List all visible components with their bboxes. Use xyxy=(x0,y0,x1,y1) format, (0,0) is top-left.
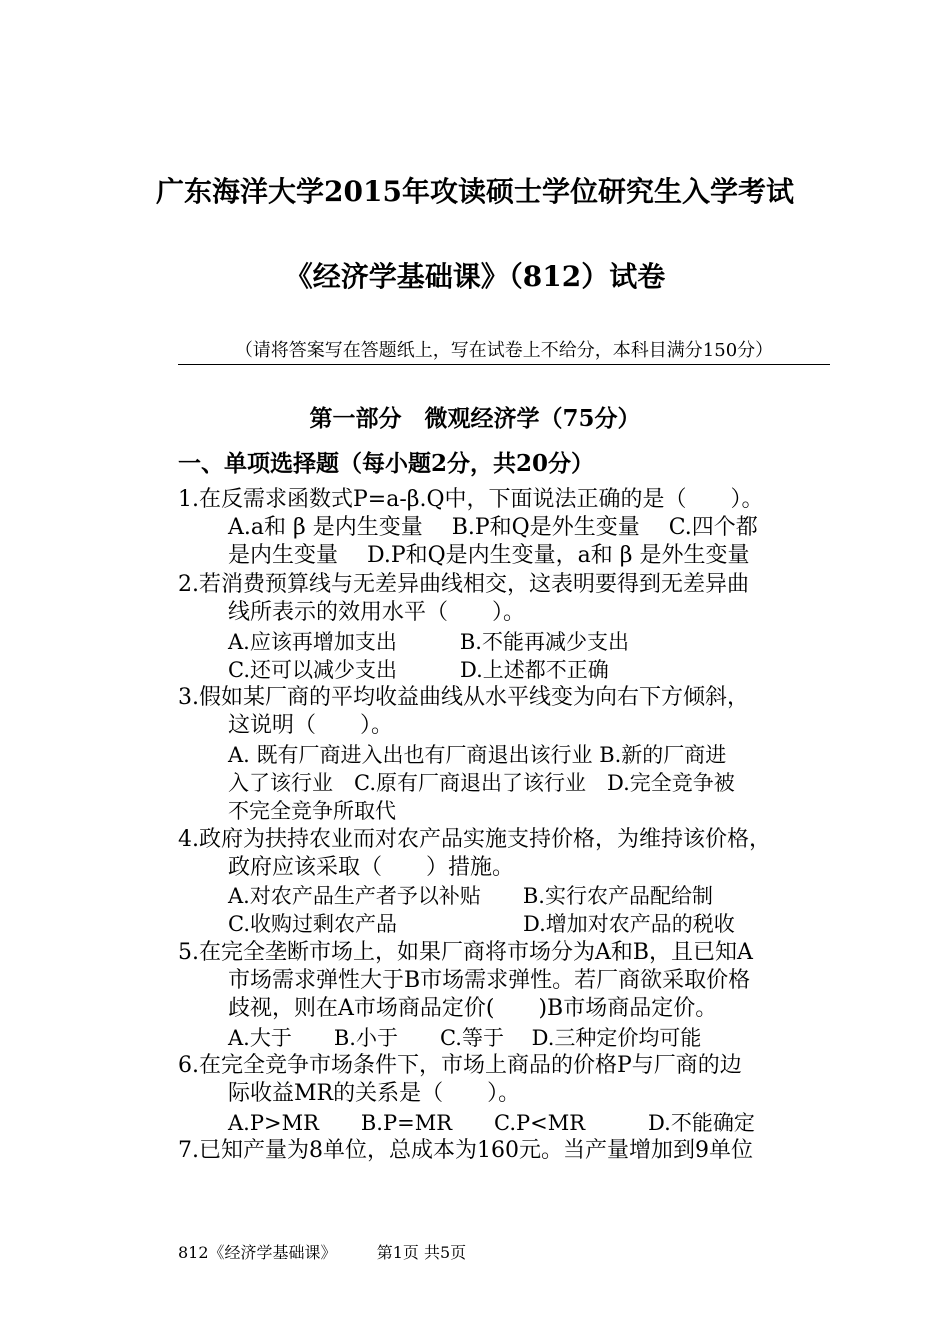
question-1-stem: 1.在反需求函数式P=a-β.Q中，下面说法正确的是（ ）。 xyxy=(178,487,764,512)
exam-title: 广东海洋大学2015年攻读硕士学位研究生入学考试 xyxy=(156,175,794,208)
question-2-stem-cont: 线所表示的效用水平（ ）。 xyxy=(228,600,526,625)
question-5-stem: 5.在完全垄断市场上，如果厂商将市场分为A和B，且已知A xyxy=(178,940,753,965)
question-5-options-line1: A.大于 B.小于 C.等于 D.三种定价均可能 xyxy=(228,1026,702,1050)
question-3-options-line1: A. 既有厂商进入出也有厂商退出该行业 B.新的厂商进 xyxy=(228,743,727,767)
question-4-options-line2: C.收购过剩农产品 D.增加对农产品的税收 xyxy=(228,912,735,936)
question-2-options-line1: A.应该再增加支出 B.不能再减少支出 xyxy=(228,630,629,654)
question-5-stem-cont1: 市场需求弹性大于B市场需求弹性。若厂商欲采取价格 xyxy=(228,968,751,993)
footer-page-number: 第1页 共5页 xyxy=(376,1243,467,1262)
question-2-options-line2: C.还可以减少支出 D.上述都不正确 xyxy=(228,658,609,682)
exam-subtitle: 《经济学基础课》（812）试卷 xyxy=(284,260,666,293)
question-5-stem-cont2: 歧视，则在A市场商品定价( )B市场商品定价。 xyxy=(228,996,718,1021)
section-heading: 一、单项选择题（每小题2分，共20分） xyxy=(178,450,595,477)
question-4-stem-cont: 政府应该采取（ ）措施。 xyxy=(228,855,515,880)
question-3-options-line2: 入了该行业 C.原有厂商退出了该行业 D.完全竞争被 xyxy=(228,771,735,795)
page-footer xyxy=(178,1240,466,1263)
question-7-stem: 7.已知产量为8单位，总成本为160元。当产量增加到9单位 xyxy=(178,1138,753,1163)
part-heading: 第一部分 微观经济学（75分） xyxy=(309,405,641,432)
question-1-options-line1: A.a和 β 是内生变量 B.P和Q是外生变量 C.四个都 xyxy=(228,515,758,540)
question-1-options-line2: 是内生变量 D.P和Q是内生变量，a和 β 是外生变量 xyxy=(228,543,750,568)
footer-course: 812《经济学基础课》 xyxy=(178,1243,337,1262)
question-6-stem: 6.在完全竞争市场条件下，市场上商品的价格P与厂商的边 xyxy=(178,1053,742,1078)
exam-note: （请将答案写在答题纸上，写在试卷上不给分，本科目满分150分） xyxy=(178,336,830,365)
question-3-options-line3: 不完全竞争所取代 xyxy=(228,799,396,823)
question-3-stem-cont: 这说明（ ）。 xyxy=(228,713,394,738)
question-6-options-line1: A.P>MR B.P=MR C.P<MR D.不能确定 xyxy=(228,1111,755,1135)
question-2-stem: 2.若消费预算线与无差异曲线相交，这表明要得到无差异曲 xyxy=(178,572,749,597)
question-3-stem: 3.假如某厂商的平均收益曲线从水平线变为向右下方倾斜， xyxy=(178,685,749,710)
question-4-options-line1: A.对农产品生产者予以补贴 B.实行农产品配给制 xyxy=(228,884,713,908)
question-4-stem: 4.政府为扶持农业而对农产品实施支持价格，为维持该价格， xyxy=(178,827,771,852)
question-6-stem-cont: 际收益MR的关系是（ ）。 xyxy=(228,1081,521,1106)
